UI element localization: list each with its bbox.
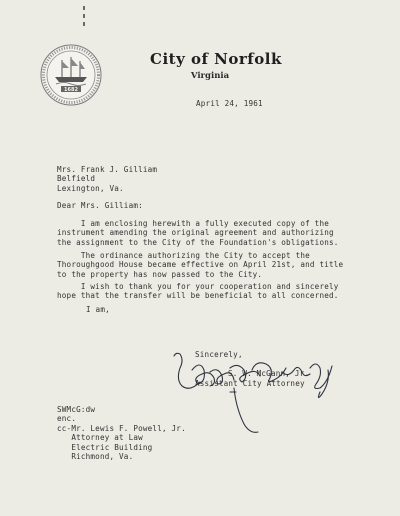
letterhead-city: City of Norfolk — [150, 50, 282, 68]
complimentary-close: Sincerely, — [195, 350, 243, 359]
letter-date: April 24, 1961 — [196, 99, 263, 108]
signer-name: S. W. McGann, Jr. — [228, 369, 310, 378]
body-paragraph-1: I am enclosing herewith a fully executed copy of the instrument amending the original agreement and authorizing the assignment to the City of the Foundation's obligations. — [57, 219, 339, 247]
city-seal-icon — [40, 44, 102, 106]
signer-title: Assistant City Attorney — [195, 379, 305, 388]
recipient-address: Mrs. Frank J. Gilliam Belfield Lexington, Va. — [57, 165, 158, 193]
body-paragraph-2: The ordinance authorizing the City to accept the Thoroughgood House became effective on April 21st, and title to the property has now passed to the City. — [57, 251, 344, 279]
letterhead-state: Virginia — [190, 71, 230, 81]
closing-line: I am, — [86, 305, 110, 314]
reference-and-cc-block: SWMcG:dw enc. cc-Mr. Lewis F. Powell, Jr. Attorney at Law Electric Building Richmond, Va. — [57, 405, 186, 462]
salutation: Dear Mrs. Gilliam: — [57, 201, 143, 210]
paper-marks — [82, 6, 88, 36]
body-paragraph-3: I wish to thank you for your cooperation and sincerely hope that the transfer will be beneficial to all concerned. — [57, 282, 339, 301]
letterhead — [150, 50, 282, 81]
seal-year: 1682 — [64, 87, 78, 93]
handwritten-signature — [170, 348, 340, 438]
